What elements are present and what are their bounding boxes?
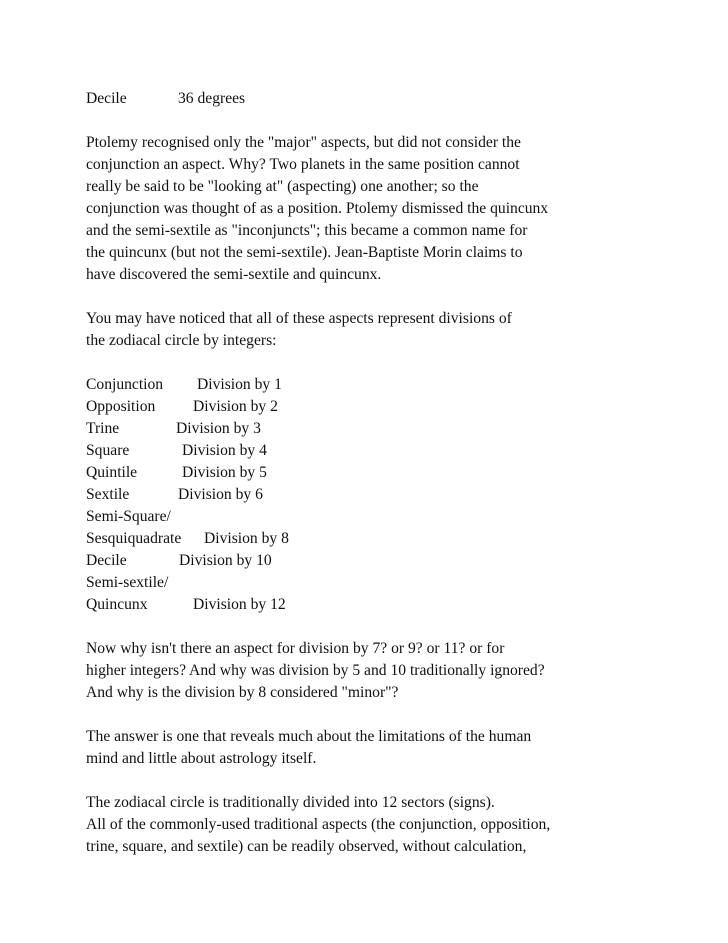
text-line: higher integers? And why was division by 5 and 10 traditionally ignored? xyxy=(86,662,545,679)
aspect-term: Semi-sextile/ xyxy=(86,574,169,591)
aspect-term: Square xyxy=(86,442,130,459)
aspect-term: Sextile xyxy=(86,486,130,503)
text-line: trine, square, and sextile) can be readily observed, without calculation, xyxy=(86,838,527,855)
aspect-division: Division by 6 xyxy=(178,486,263,503)
aspect-division: Division by 12 xyxy=(193,596,286,613)
header-term: Decile xyxy=(86,90,127,107)
aspect-division: Division by 10 xyxy=(179,552,272,569)
spacer xyxy=(86,286,706,308)
aspect-term: Quintile xyxy=(86,464,138,481)
table-row xyxy=(86,484,706,506)
text-line: The zodiacal circle is traditionally divided into 12 sectors (signs). xyxy=(86,794,495,811)
aspect-term: Semi-Square/ xyxy=(86,508,171,525)
table-row xyxy=(86,572,706,594)
table-row xyxy=(86,374,706,396)
text-line: Now why isn't there an aspect for division by 7? or 9? or 11? or for xyxy=(86,640,505,657)
aspect-term: Sesquiquadrate xyxy=(86,530,182,547)
aspect-term: Trine xyxy=(86,420,120,437)
text-line: Ptolemy recognised only the "major" aspects, but did not consider the xyxy=(86,134,521,151)
aspect-table xyxy=(86,374,706,616)
aspect-division: Division by 2 xyxy=(193,398,278,415)
table-row xyxy=(86,550,706,572)
aspect-term: Quincunx xyxy=(86,596,148,613)
spacer xyxy=(86,770,706,792)
text-line: All of the commonly-used traditional aspects (the conjunction, opposition, xyxy=(86,816,551,833)
aspect-division: Division by 3 xyxy=(176,420,261,437)
paragraph-ptolemy xyxy=(86,132,706,286)
table-row xyxy=(86,440,706,462)
spacer xyxy=(86,352,706,374)
text-line: and the semi-sextile as "inconjuncts"; this became a common name for xyxy=(86,222,528,239)
aspect-term: Conjunction xyxy=(86,376,164,393)
paragraph-zodiacal-circle xyxy=(86,792,706,858)
aspect-division: Division by 1 xyxy=(197,376,282,393)
paragraph-divisions-intro xyxy=(86,308,706,352)
table-row xyxy=(86,594,706,616)
table-row xyxy=(86,396,706,418)
table-row xyxy=(86,418,706,440)
document-body xyxy=(86,88,706,858)
table-row xyxy=(86,506,706,528)
text-line: You may have noticed that all of these aspects represent divisions of xyxy=(86,310,512,327)
aspect-division: Division by 4 xyxy=(182,442,267,459)
aspect-term: Opposition xyxy=(86,398,156,415)
text-line: really be said to be "looking at" (aspecting) one another; so the xyxy=(86,178,479,195)
text-line: conjunction an aspect. Why? Two planets in the same position cannot xyxy=(86,156,520,173)
aspect-term: Decile xyxy=(86,552,127,569)
text-line: And why is the division by 8 considered "minor"? xyxy=(86,684,399,701)
text-line: mind and little about astrology itself. xyxy=(86,750,317,767)
spacer xyxy=(86,704,706,726)
spacer xyxy=(86,110,706,132)
paragraph-questions xyxy=(86,638,706,704)
paragraph-answer xyxy=(86,726,706,770)
text-line: the zodiacal circle by integers: xyxy=(86,332,277,349)
spacer xyxy=(86,616,706,638)
aspect-division: Division by 5 xyxy=(182,464,267,481)
text-line: conjunction was thought of as a position. Ptolemy dismissed the quincunx xyxy=(86,200,549,217)
table-row xyxy=(86,462,706,484)
table-row xyxy=(86,528,706,550)
text-line: the quincunx (but not the semi-sextile). Jean-Baptiste Morin claims to xyxy=(86,244,523,261)
aspect-division: Division by 8 xyxy=(204,530,289,547)
header-value: 36 degrees xyxy=(178,90,246,107)
header-row xyxy=(86,88,706,110)
text-line: have discovered the semi-sextile and quincunx. xyxy=(86,266,382,283)
text-line: The answer is one that reveals much about the limitations of the human xyxy=(86,728,532,745)
